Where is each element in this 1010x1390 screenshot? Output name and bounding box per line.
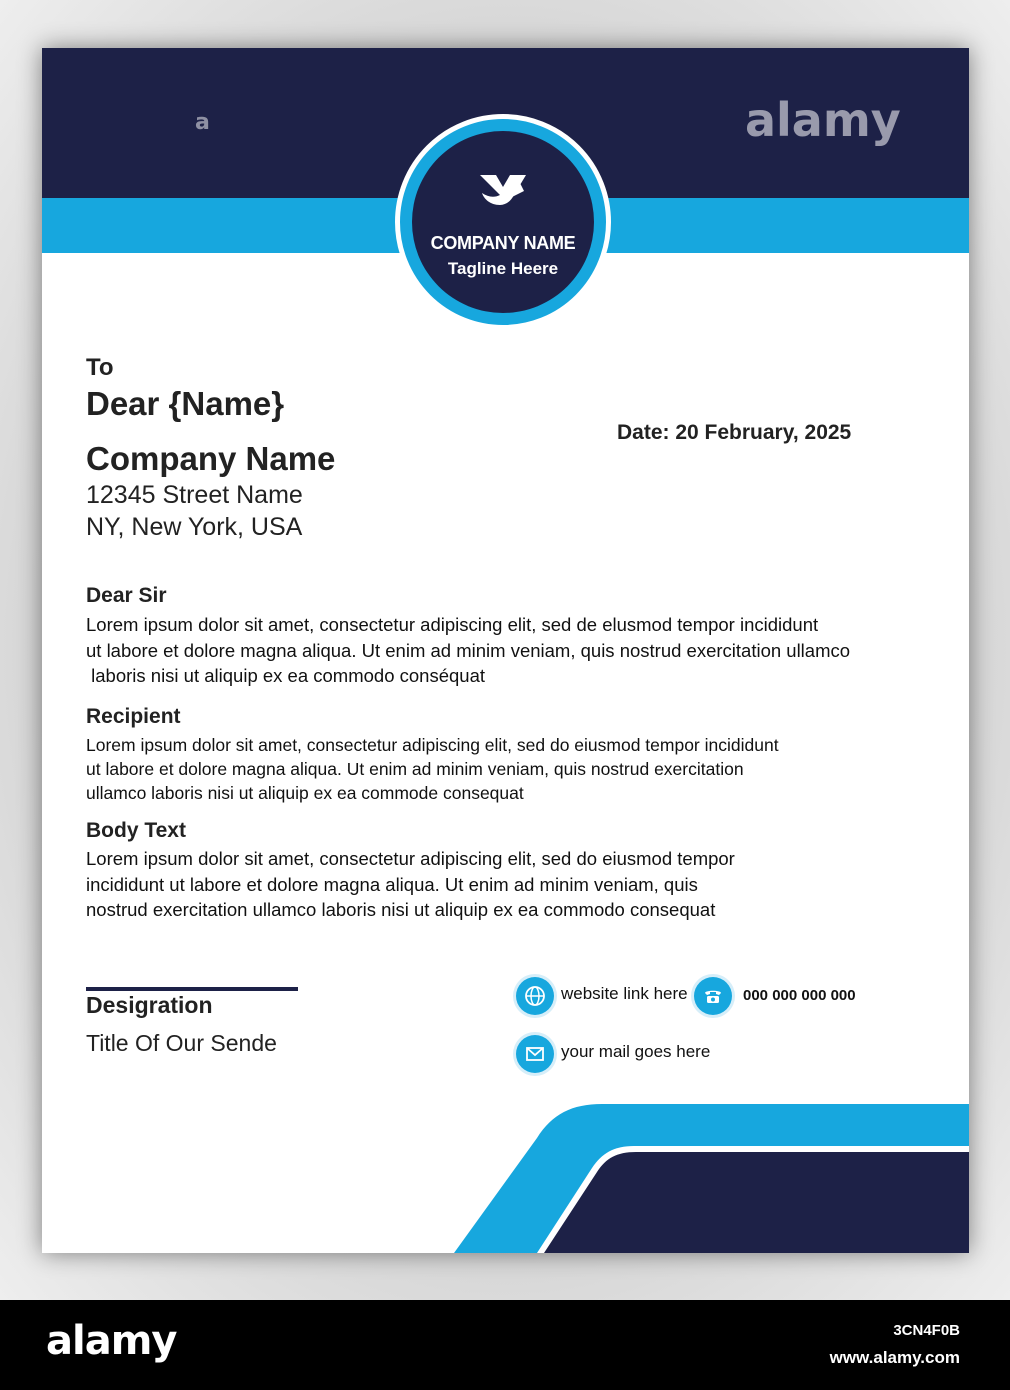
logo-company-name: COMPANY NAME [430,233,576,253]
letter-date: Date: 20 February, 2025 [617,421,852,444]
body-line: Lorem ipsum dolor sit amet, consectetur adipiscing elit, sed do eiusmod tempor incididunt [86,735,779,755]
designation: Desigration [86,992,213,1018]
sender-title: Title Of Our Sende [86,1030,277,1056]
section-title-recipient: Recipient [86,705,181,728]
section-title-body-text: Body Text [86,819,186,842]
stock-site-url[interactable]: www.alamy.com [829,1348,960,1367]
body-line: Lorem ipsum dolor sit amet, consectetur adipiscing elit, sed do eiusmod tempor [86,848,735,869]
recipient-name: Dear {Name} [86,385,285,422]
body-line: nostrud exercitation ullamco laboris nisi ut aliquip ex ea commodo consequat [86,899,716,920]
logo-tagline: Tagline Heere [447,259,559,278]
website-link[interactable]: website link here [561,984,688,1003]
section-title-dear-sir: Dear Sir [86,584,167,607]
body-line: ut labore et dolore magna aliqua. Ut enim ad minim veniam, quis nostrud exercitation [86,759,744,779]
recipient-company: Company Name [86,440,336,477]
body-line: Lorem ipsum dolor sit amet, consectetur adipiscing elit, sed de elusmod tempor incididunt [86,614,819,635]
recipient-street: 12345 Street Name [86,481,303,509]
phone-number[interactable]: 000 000 000 000 [743,987,856,1004]
stock-logo: alamy [46,1318,177,1364]
recipient-city: NY, New York, USA [86,513,303,541]
image-id: 3CN4F0B [893,1322,960,1339]
watermark-mark: a [195,110,210,135]
footer-decoration [42,48,969,1253]
body-line: incididunt ut labore et dolore magna aliqua. Ut enim ad minim veniam, quis [86,873,698,895]
body-line: ut labore et dolore magna aliqua. Ut enim ad minim veniam, quis nostrud exercitation ullamco [86,639,851,661]
watermark: alamy [745,93,901,147]
email-address[interactable]: your mail goes here [561,1042,711,1061]
to-label: To [86,354,114,381]
body-line: laboris nisi ut aliquip ex ea commodo conséquat [86,665,486,686]
body-line: ullamco laboris nisi ut aliquip ex ea commode consequat [86,783,524,803]
letterhead-sheet [42,48,969,1253]
